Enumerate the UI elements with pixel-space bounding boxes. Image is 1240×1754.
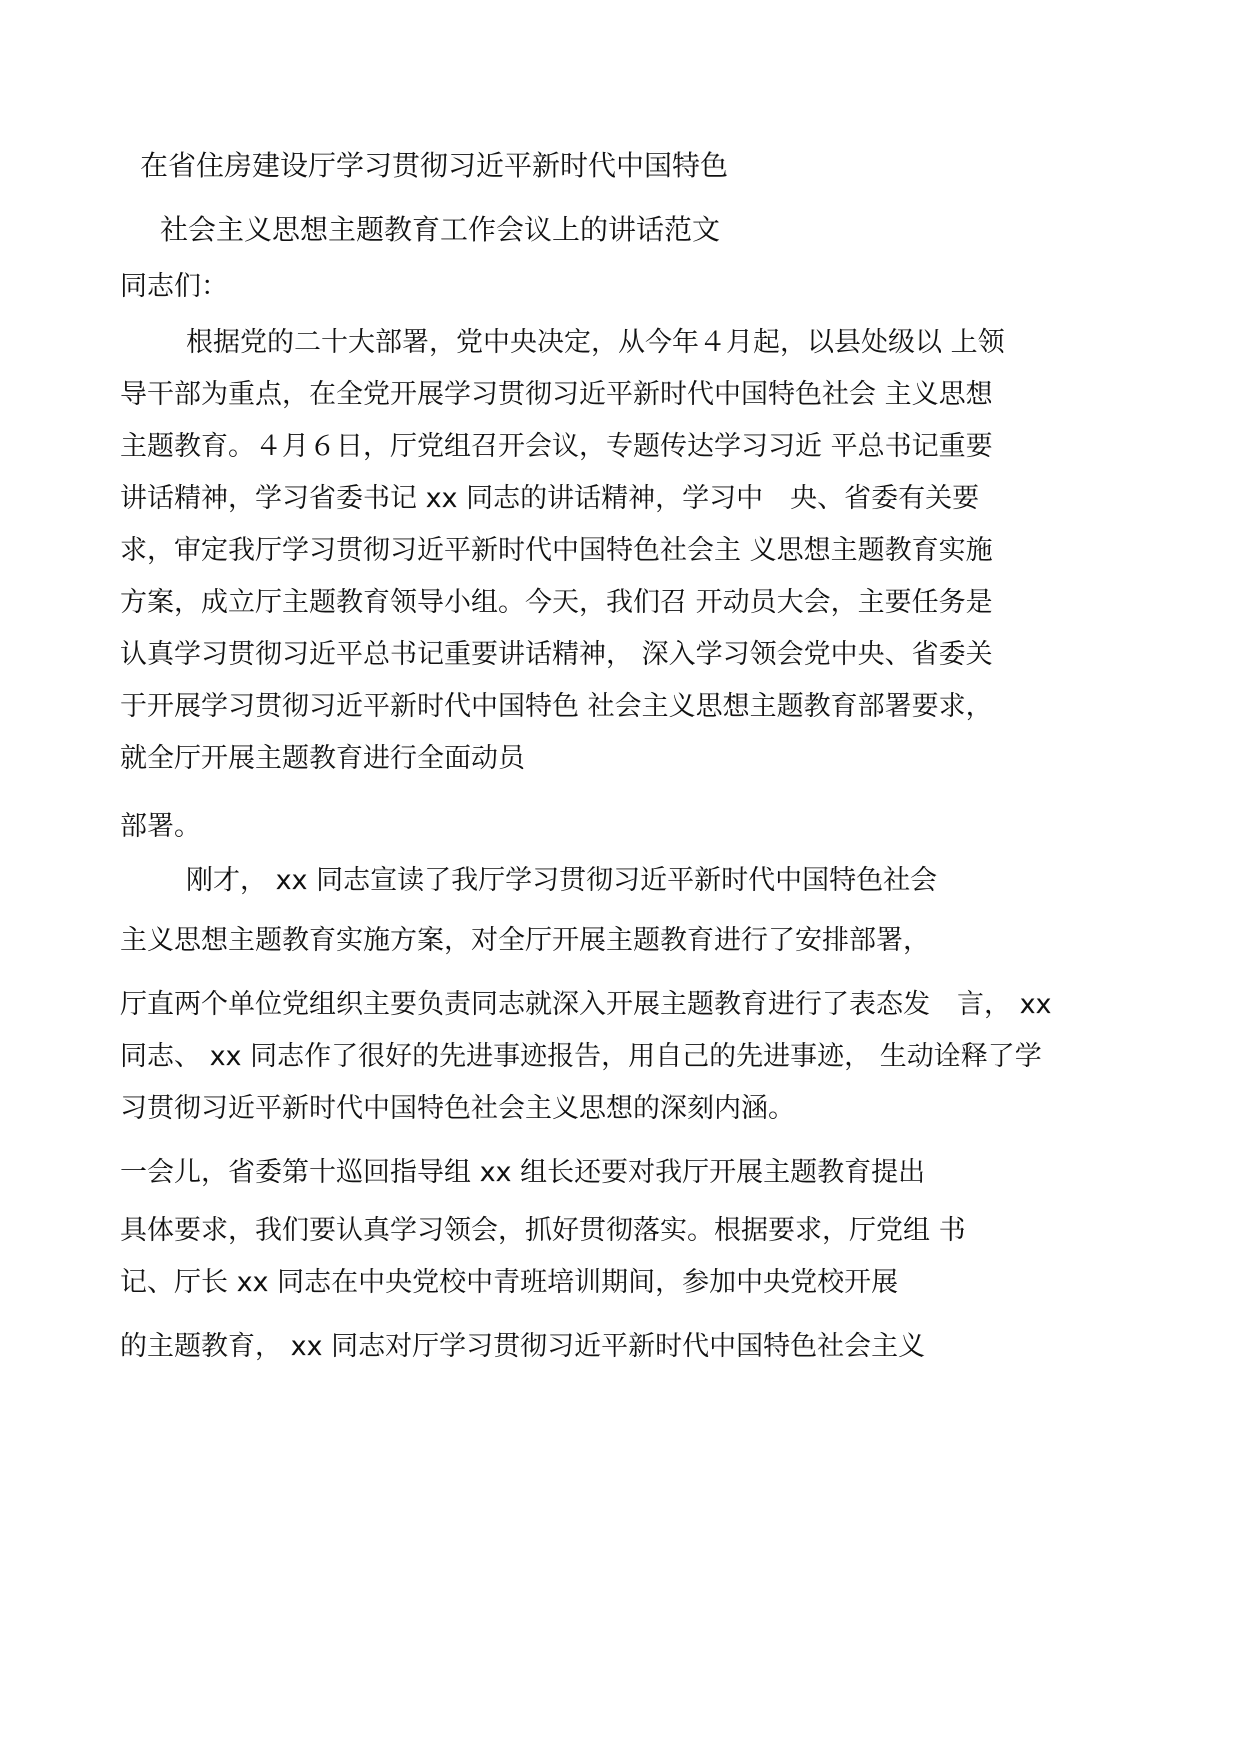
body-line: 刚才， xx 同志宣读了我厅学习贯彻习近平新时代中国特色社会 bbox=[186, 865, 938, 896]
body-line: 讲话精神，学习省委书记 xx 同志的讲话精神，学习中 央、省委有关要 bbox=[120, 483, 980, 514]
body-line: 于开展学习贯彻习近平新时代中国特色 社会主义思想主题教育部署要求， bbox=[120, 691, 993, 722]
document-title-line-1: 在省住房建设厅学习贯彻习近平新时代中国特色 bbox=[140, 149, 729, 182]
body-line: 就全厅开展主题教育进行全面动员 bbox=[120, 743, 525, 774]
body-line: 同志、 xx 同志作了很好的先进事迹报告，用自己的先进事迹， 生动诠释了学 bbox=[120, 1041, 1042, 1072]
body-line: 习贯彻习近平新时代中国特色社会主义思想的深刻内涵。 bbox=[120, 1093, 795, 1124]
body-line: 具体要求，我们要认真学习领会，抓好贯彻落实。根据要求，厅党组 书 bbox=[120, 1215, 966, 1246]
body-line: 根据党的二十大部署，党中央决定，从今年４月起，以县处级以 上领 bbox=[186, 327, 1005, 358]
body-line: 方案，成立厅主题教育领导小组。今天，我们召 开动员大会，主要任务是 bbox=[120, 587, 993, 618]
body-line: 一会儿，省委第十巡回指导组 xx 组长还要对我厅开展主题教育提出 bbox=[120, 1157, 926, 1188]
body-line: 主题教育。４月６日，厅党组召开会议，专题传达学习习近 平总书记重要 bbox=[120, 431, 993, 462]
body-line: 部署。 bbox=[120, 811, 201, 842]
body-line: 的主题教育， xx 同志对厅学习贯彻习近平新时代中国特色社会主义 bbox=[120, 1331, 926, 1362]
body-line: 认真学习贯彻习近平总书记重要讲话精神， 深入学习领会党中央、省委关 bbox=[120, 639, 993, 670]
body-line: 求，审定我厅学习贯彻习近平新时代中国特色社会主 义思想主题教育实施 bbox=[120, 535, 993, 566]
body-line: 主义思想主题教育实施方案，对全厅开展主题教育进行了安排部署， bbox=[120, 925, 930, 956]
salutation: 同志们： bbox=[120, 271, 228, 302]
document-title-line-2: 社会主义思想主题教育工作会议上的讲话范文 bbox=[160, 213, 721, 246]
body-line: 厅直两个单位党组织主要负责同志就深入开展主题教育进行了表态发 言， xx bbox=[120, 989, 1052, 1020]
body-line: 导干部为重点，在全党开展学习贯彻习近平新时代中国特色社会 主义思想 bbox=[120, 379, 993, 410]
body-line: 记、厅长 xx 同志在中央党校中青班培训期间，参加中央党校开展 bbox=[120, 1267, 899, 1298]
